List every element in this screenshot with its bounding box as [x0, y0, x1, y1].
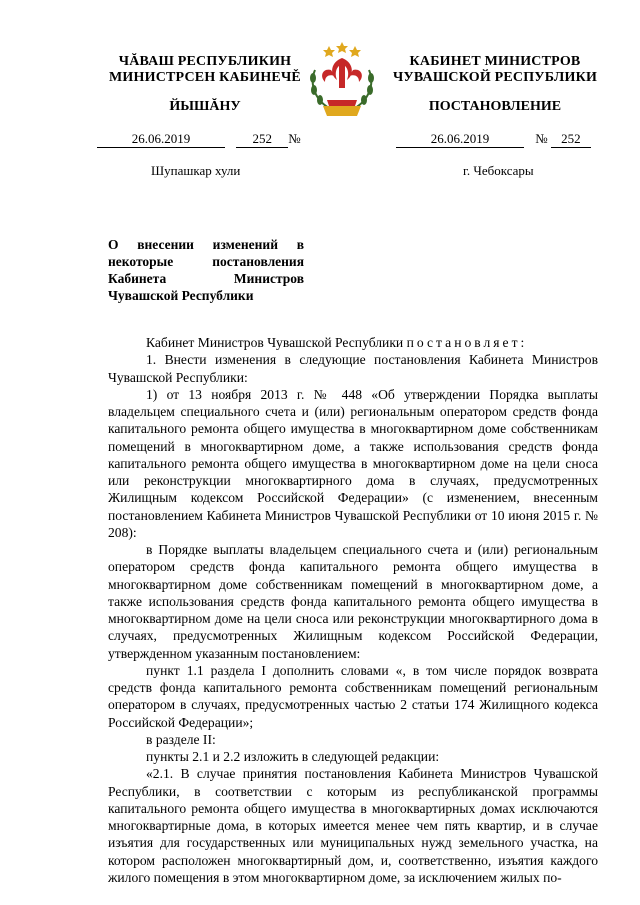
- date-left: 26.06.2019: [97, 131, 225, 148]
- intro-text: Кабинет Министров Чувашской Республики: [146, 335, 407, 350]
- number-sign-right: №: [535, 131, 548, 146]
- document-title: О внесении изменений в некоторые постановления Кабинета Министров Чувашской Республики: [108, 237, 304, 303]
- paragraph-6: пункты 2.1 и 2.2 изложить в следующей редакции:: [146, 749, 440, 764]
- doc-type-chuvash: ЙЫШĂНУ: [169, 99, 241, 114]
- paragraph-7: «2.1. В случае принятия постановления Кабинета Министров Чувашской Республики, в соответствии с которым из республиканской программы капитального ремонта общего имущества в многоквартирных домах исключаются многоквартирные дома, в которых имеется менее чем пять квартир, и в случае изъятия для государственных или муниципальных нужд земельного участка, на котором расположен многоквартирный дом, и, соответственно, изъятия каждого жилого помещения в этом многоквартирном доме, за исключением жилых по-: [108, 766, 598, 885]
- header-right-line2: ЧУВАШСКОЙ РЕСПУБЛИКИ: [392, 70, 598, 85]
- paragraph-4: пункт 1.1 раздела I дополнить словами «, в том числе порядок возврата средств фонда капитального ремонта собственникам помещений региональным оператором в случаях, предусмотренных частью 2 статьи 174 Жилищного кодекса Российской Федерации»;: [108, 662, 598, 730]
- paragraph-1: 1. Внести изменения в следующие постановления Кабинета Министров Чувашской Республики:: [108, 352, 598, 385]
- number-left: 252: [236, 131, 288, 148]
- city-chuvash: Шупашкар хули: [151, 163, 241, 178]
- document-body: [108, 334, 598, 886]
- paragraph-2: 1) от 13 ноября 2013 г. № 448 «Об утверждении Порядка выплаты владельцем специального счета и (или) региональным оператором средств фонда капитального ремонта общего имущества в многоквартирном доме собственникам помещений в многоквартирном доме, а также использования средств фонда капитального ремонта общего имущества в многоквартирном доме на цели сноса или реконструкции многоквартирного дома в случаях, предусмотренных Жилищным кодексом Российской Федерации» (с изменением, внесенным постановлением Кабинета Министров Чувашской Республики от 10 июня 2015 г. № 208):: [108, 386, 598, 540]
- chuvash-emblem-icon: [301, 40, 383, 122]
- header-right-line1: КАБИНЕТ МИНИСТРОВ: [409, 54, 581, 69]
- date-right: 26.06.2019: [396, 131, 524, 148]
- city-russian: г. Чебоксары: [463, 163, 534, 178]
- number-line-left: [97, 131, 301, 148]
- intro-decree-word: постановляет:: [406, 335, 528, 350]
- number-right: 252: [551, 131, 591, 148]
- number-line-right: [396, 131, 591, 148]
- number-sign-left: №: [288, 131, 301, 146]
- header-left-line2: МИНИСТРСЕН КАБИНЕЧĚ: [109, 70, 301, 85]
- paragraph-3: в Порядке выплаты владельцем специального счета и (или) региональным оператором средств фонда капитального ремонта общего имущества в многоквартирном доме собственникам помещений в многоквартирном доме, а также использования средств фонда капитального ремонта общего имущества в многоквартирном доме на цели сноса или реконструкции многоквартирного дома в случаях, предусмотренных Жилищным кодексом Российской Федерации, утвержденном указанным постановлением:: [108, 542, 598, 661]
- header-left-line1: ЧĂВАШ РЕСПУБЛИКИН: [118, 54, 292, 69]
- intro-paragraph: [108, 334, 598, 351]
- doc-type-russian: ПОСТАНОВЛЕНИЕ: [428, 99, 562, 114]
- header-left: [100, 54, 310, 86]
- paragraph-5: в разделе II:: [146, 731, 216, 747]
- header-right: [385, 54, 605, 86]
